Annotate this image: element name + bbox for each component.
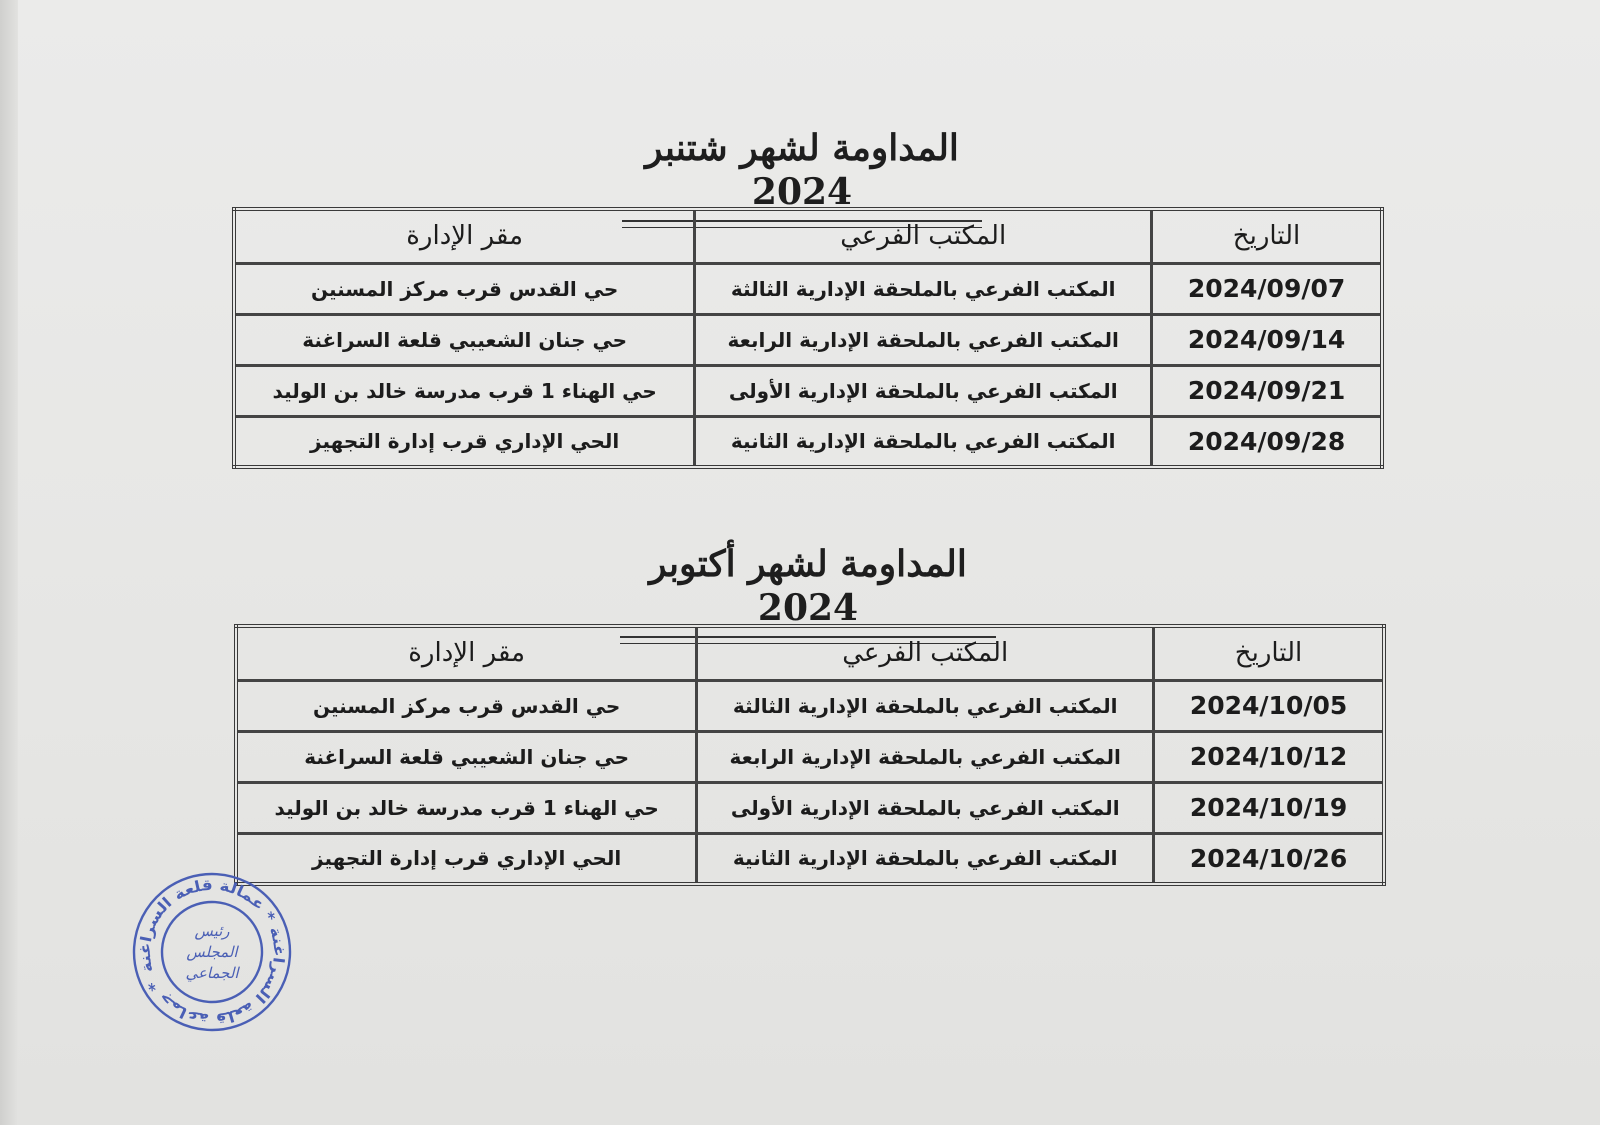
date-cell: 2024/09/14 xyxy=(1152,314,1382,365)
branch-cell: المكتب الفرعي بالملحقة الإدارية الثانية xyxy=(695,416,1152,467)
date-cell: 2024/10/05 xyxy=(1154,680,1384,731)
table-header-row xyxy=(234,209,1382,263)
paper-edge xyxy=(0,0,18,1125)
date-cell: 2024/10/26 xyxy=(1154,833,1384,884)
table-row xyxy=(234,314,1382,365)
september-title: المداومة لشهر شتنبر 2024 xyxy=(622,126,982,214)
table-row xyxy=(236,731,1384,782)
date-cell: 2024/10/19 xyxy=(1154,782,1384,833)
branch-cell: المكتب الفرعي بالملحقة الإدارية الرابعة xyxy=(695,314,1152,365)
stamp-center-line: رئيس xyxy=(194,922,230,940)
date-cell: 2024/10/12 xyxy=(1154,731,1384,782)
header-branch-office: المكتب الفرعي xyxy=(697,626,1154,680)
table-row xyxy=(234,416,1382,467)
location-cell: حي جنان الشعيبي قلعة السراغنة xyxy=(236,731,697,782)
table-row xyxy=(236,680,1384,731)
branch-cell: المكتب الفرعي بالملحقة الإدارية الثالثة xyxy=(695,263,1152,314)
location-cell: الحي الإداري قرب إدارة التجهيز xyxy=(236,833,697,884)
branch-cell: المكتب الفرعي بالملحقة الإدارية الأولى xyxy=(695,365,1152,416)
header-branch-office: المكتب الفرعي xyxy=(695,209,1152,263)
stamp-center-line: الجماعي xyxy=(185,964,239,982)
header-date: التاريخ xyxy=(1154,626,1384,680)
table-row xyxy=(234,263,1382,314)
branch-cell: المكتب الفرعي بالملحقة الإدارية الثالثة xyxy=(697,680,1154,731)
october-schedule-table xyxy=(234,624,1386,886)
location-cell: حي جنان الشعيبي قلعة السراغنة xyxy=(234,314,695,365)
location-cell: حي القدس قرب مركز المسنين xyxy=(234,263,695,314)
location-cell: حي القدس قرب مركز المسنين xyxy=(236,680,697,731)
table-row xyxy=(234,365,1382,416)
table-row xyxy=(236,833,1384,884)
branch-cell: المكتب الفرعي بالملحقة الإدارية الرابعة xyxy=(697,731,1154,782)
date-cell: 2024/09/21 xyxy=(1152,365,1382,416)
september-schedule-table xyxy=(232,207,1384,469)
location-cell: الحي الإداري قرب إدارة التجهيز xyxy=(234,416,695,467)
table-header-row xyxy=(236,626,1384,680)
header-admin-location: مقر الإدارة xyxy=(234,209,695,263)
stamp-center-line: المجلس xyxy=(186,943,238,961)
branch-cell: المكتب الفرعي بالملحقة الإدارية الأولى xyxy=(697,782,1154,833)
stamp-ring-text: جماعة قلعة السراغنة * عمالة قلعة السراغنة * xyxy=(135,875,289,1029)
branch-cell: المكتب الفرعي بالملحقة الإدارية الثانية xyxy=(697,833,1154,884)
header-date: التاريخ xyxy=(1152,209,1382,263)
header-admin-location: مقر الإدارة xyxy=(236,626,697,680)
october-title: المداومة لشهر أكتوبر 2024 xyxy=(620,542,996,630)
official-stamp xyxy=(130,870,294,1034)
location-cell: حي الهناء 1 قرب مدرسة خالد بن الوليد xyxy=(234,365,695,416)
date-cell: 2024/09/28 xyxy=(1152,416,1382,467)
location-cell: حي الهناء 1 قرب مدرسة خالد بن الوليد xyxy=(236,782,697,833)
table-row xyxy=(236,782,1384,833)
date-cell: 2024/09/07 xyxy=(1152,263,1382,314)
